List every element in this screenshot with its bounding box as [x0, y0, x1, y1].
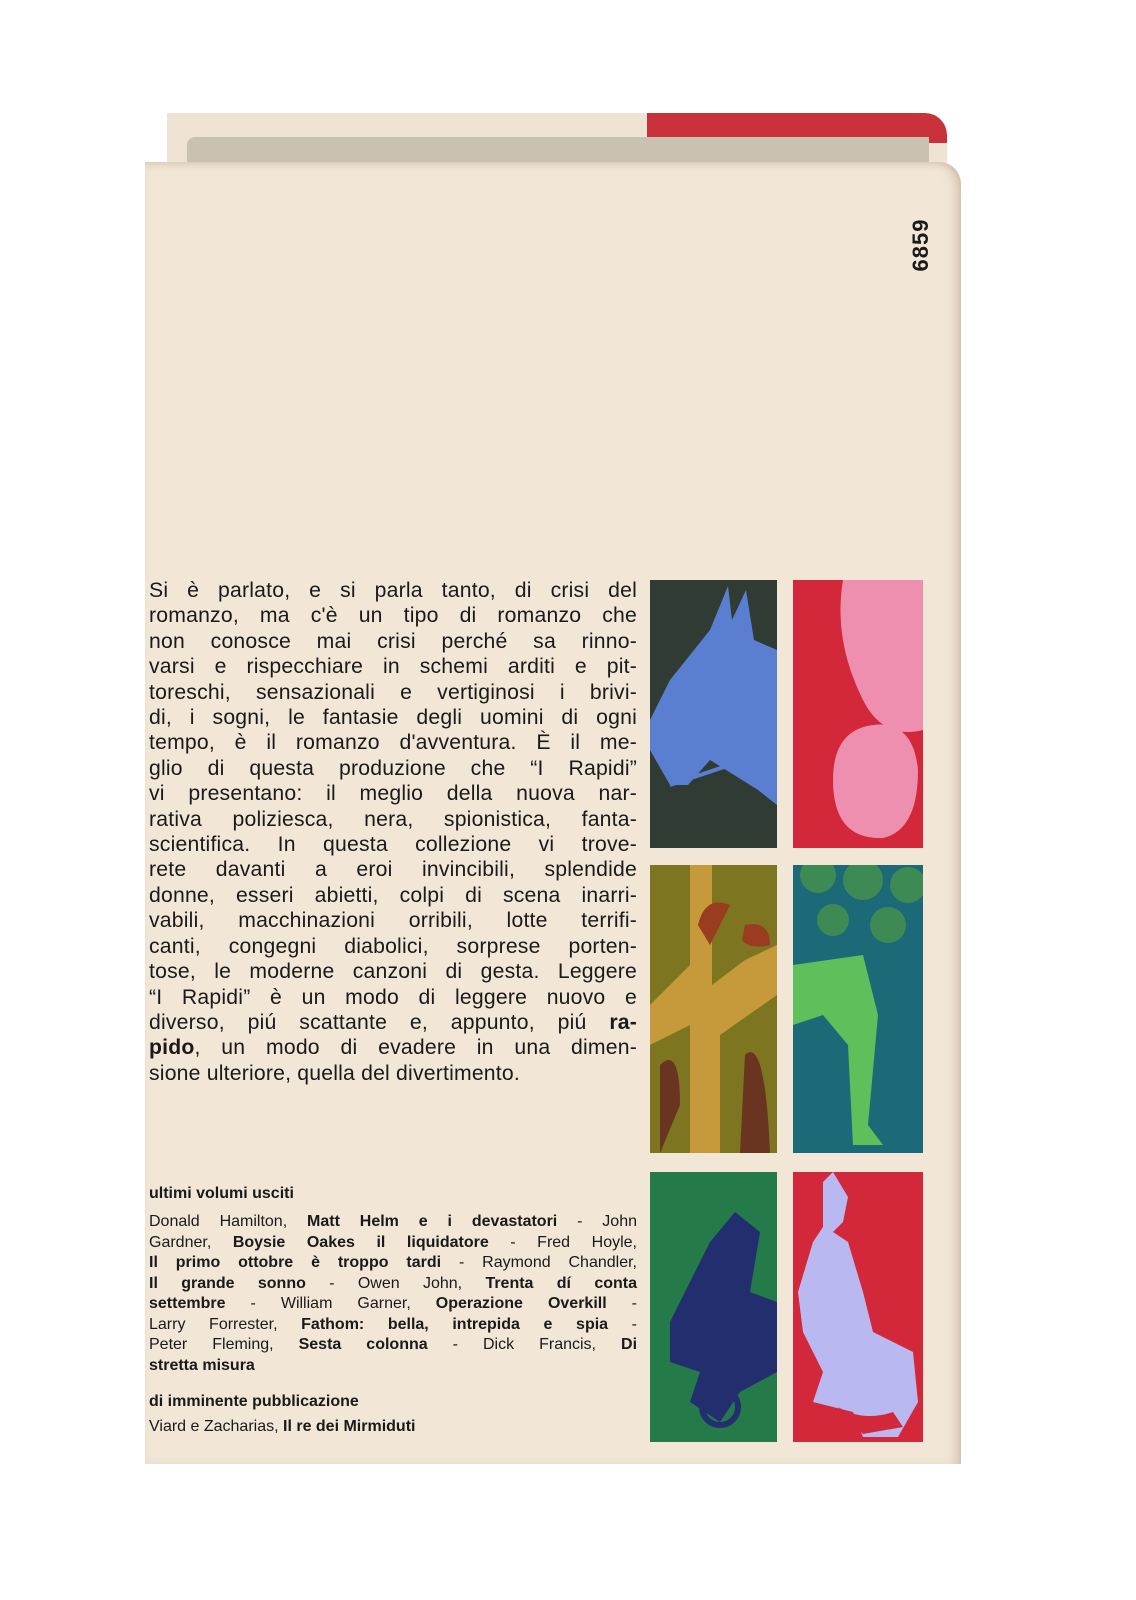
recent-volumes-line — [149, 1212, 637, 1233]
recent-volumes-line — [149, 1356, 637, 1377]
upcoming-title: Il re dei Mirmiduti — [283, 1418, 416, 1435]
catalog-number: 6859 — [908, 218, 933, 272]
leg-figure-icon — [793, 865, 923, 1153]
description-segment: di, i sogni, le fantasie degli uomini di ogni — [149, 706, 637, 730]
recent-volumes-heading: ultimi volumi usciti — [149, 1185, 294, 1202]
recent-volumes-list — [149, 1212, 637, 1376]
book-title: Boysie Oakes il liquidatore — [232, 1233, 489, 1251]
description-segment: ra- — [609, 1010, 637, 1034]
description-line — [149, 934, 637, 959]
recent-volumes-line — [149, 1294, 637, 1315]
description-line — [149, 985, 637, 1010]
description-line — [149, 807, 637, 832]
book-author: - Owen John, — [305, 1274, 486, 1292]
description-segment: diverso, piú scattante e, appunto, piú — [149, 1010, 610, 1034]
horse-head-icon — [650, 580, 777, 848]
woman-figure-icon — [793, 1172, 923, 1442]
book-title: stretta misura — [149, 1356, 255, 1374]
description-segment: pido — [149, 1036, 195, 1060]
description-line — [149, 781, 637, 806]
book-author: Larry Forrester, — [149, 1315, 302, 1333]
description-segment: Si è parlato, e si parla tanto, di crisi del — [149, 579, 637, 602]
description-segment: donne, esseri abietti, colpi di scena inarri- — [149, 883, 637, 907]
gun-icon — [650, 1172, 777, 1442]
recent-volumes-line — [149, 1253, 637, 1274]
figure-icon — [793, 580, 923, 848]
tree-icon — [650, 865, 777, 1153]
description-segment: sione ulteriore, quella del divertimento. — [149, 1061, 520, 1085]
book-top-edge — [167, 113, 947, 163]
book-author: - Fred Hoyle, — [488, 1233, 638, 1251]
description-line — [149, 857, 637, 882]
description-line — [149, 756, 637, 781]
description-line — [149, 730, 637, 755]
book-author: - John — [557, 1213, 637, 1230]
book-author: - Raymond Chandler, — [441, 1254, 637, 1271]
description-segment: “I Rapidi” è un modo di leggere nuovo e — [149, 985, 637, 1009]
book-author: Peter Fleming, — [149, 1336, 299, 1353]
description-line — [149, 578, 637, 603]
book-author: - Dick Francis, — [427, 1336, 622, 1353]
book-title: Matt Helm e i devastatori — [307, 1213, 558, 1230]
book-title: Di — [621, 1336, 638, 1353]
description-line — [149, 603, 637, 628]
description-segment: varsi e rispecchiare in schemi arditi e pit- — [149, 655, 637, 679]
description-line — [149, 1010, 637, 1035]
description-segment: vi presentano: il meglio della nuova nar- — [149, 782, 637, 806]
description-line — [149, 1035, 637, 1060]
book-author: - — [606, 1295, 638, 1312]
description-segment: tempo, è il romanzo d'avventura. È il me- — [149, 731, 637, 755]
description-segment: rete davanti a eroi invincibili, splendide — [149, 858, 637, 882]
book-title: Fathom: bella, intrepida e spia — [301, 1315, 609, 1333]
book-title: Il primo ottobre è troppo tardi — [149, 1254, 442, 1271]
description-line — [149, 883, 637, 908]
description-line — [149, 654, 637, 679]
book-title: Trenta dí conta — [485, 1274, 637, 1292]
description-segment: toreschi, sensazionali e vertiginosi i brivi- — [149, 680, 637, 704]
description-line — [149, 908, 637, 933]
book-author: - William Garner, — [225, 1295, 436, 1312]
illustration-green-figure — [793, 865, 923, 1153]
book-author: Gardner, — [149, 1233, 233, 1251]
recent-volumes-line — [149, 1335, 637, 1356]
description-segment: romanzo, ma c'è un tipo di romanzo che — [149, 604, 637, 628]
description-line — [149, 832, 637, 857]
book-author: Donald Hamilton, — [149, 1213, 308, 1230]
description-line — [149, 629, 637, 654]
book-title: settembre — [149, 1295, 226, 1312]
description-line — [149, 959, 637, 984]
recent-volumes-line — [149, 1274, 637, 1295]
book-title: Sesta colonna — [298, 1336, 428, 1353]
page-block — [187, 137, 929, 163]
upcoming-item — [149, 1418, 415, 1436]
book-title: Operazione Overkill — [435, 1295, 607, 1312]
description-line — [149, 1061, 637, 1086]
illustration-woman — [793, 1172, 923, 1442]
description-segment: glio di questa produzione che “I Rapidi” — [149, 756, 637, 780]
description-segment: vabili, macchinazioni orribili, lotte terrifi- — [149, 909, 637, 933]
description-segment: , un modo di evadere in una dimen- — [194, 1036, 637, 1060]
upcoming-author: Viard e Zacharias, — [149, 1418, 283, 1435]
illustration-horse — [650, 580, 777, 848]
book-title: Il grande sonno — [149, 1274, 306, 1292]
illustration-tree — [650, 865, 777, 1153]
upcoming-heading: di imminente pubblicazione — [149, 1393, 359, 1410]
description-line — [149, 705, 637, 730]
description-segment: non conosce mai crisi perché sa rinno- — [149, 629, 637, 653]
description-segment: tose, le moderne canzoni di gesta. Leggere — [149, 960, 637, 984]
illustration-gun — [650, 1172, 777, 1442]
illustration-pink-figure — [793, 580, 923, 848]
description-line — [149, 680, 637, 705]
description-segment: rativa poliziesca, nera, spionistica, fanta- — [149, 807, 637, 831]
description-segment: scientifica. In questa collezione vi trove- — [149, 833, 637, 857]
recent-volumes-line — [149, 1315, 637, 1336]
recent-volumes-line — [149, 1233, 637, 1254]
book-author: - — [608, 1315, 637, 1333]
description-segment: canti, congegni diabolici, sorprese porten- — [149, 934, 637, 958]
description-text — [149, 578, 637, 1086]
